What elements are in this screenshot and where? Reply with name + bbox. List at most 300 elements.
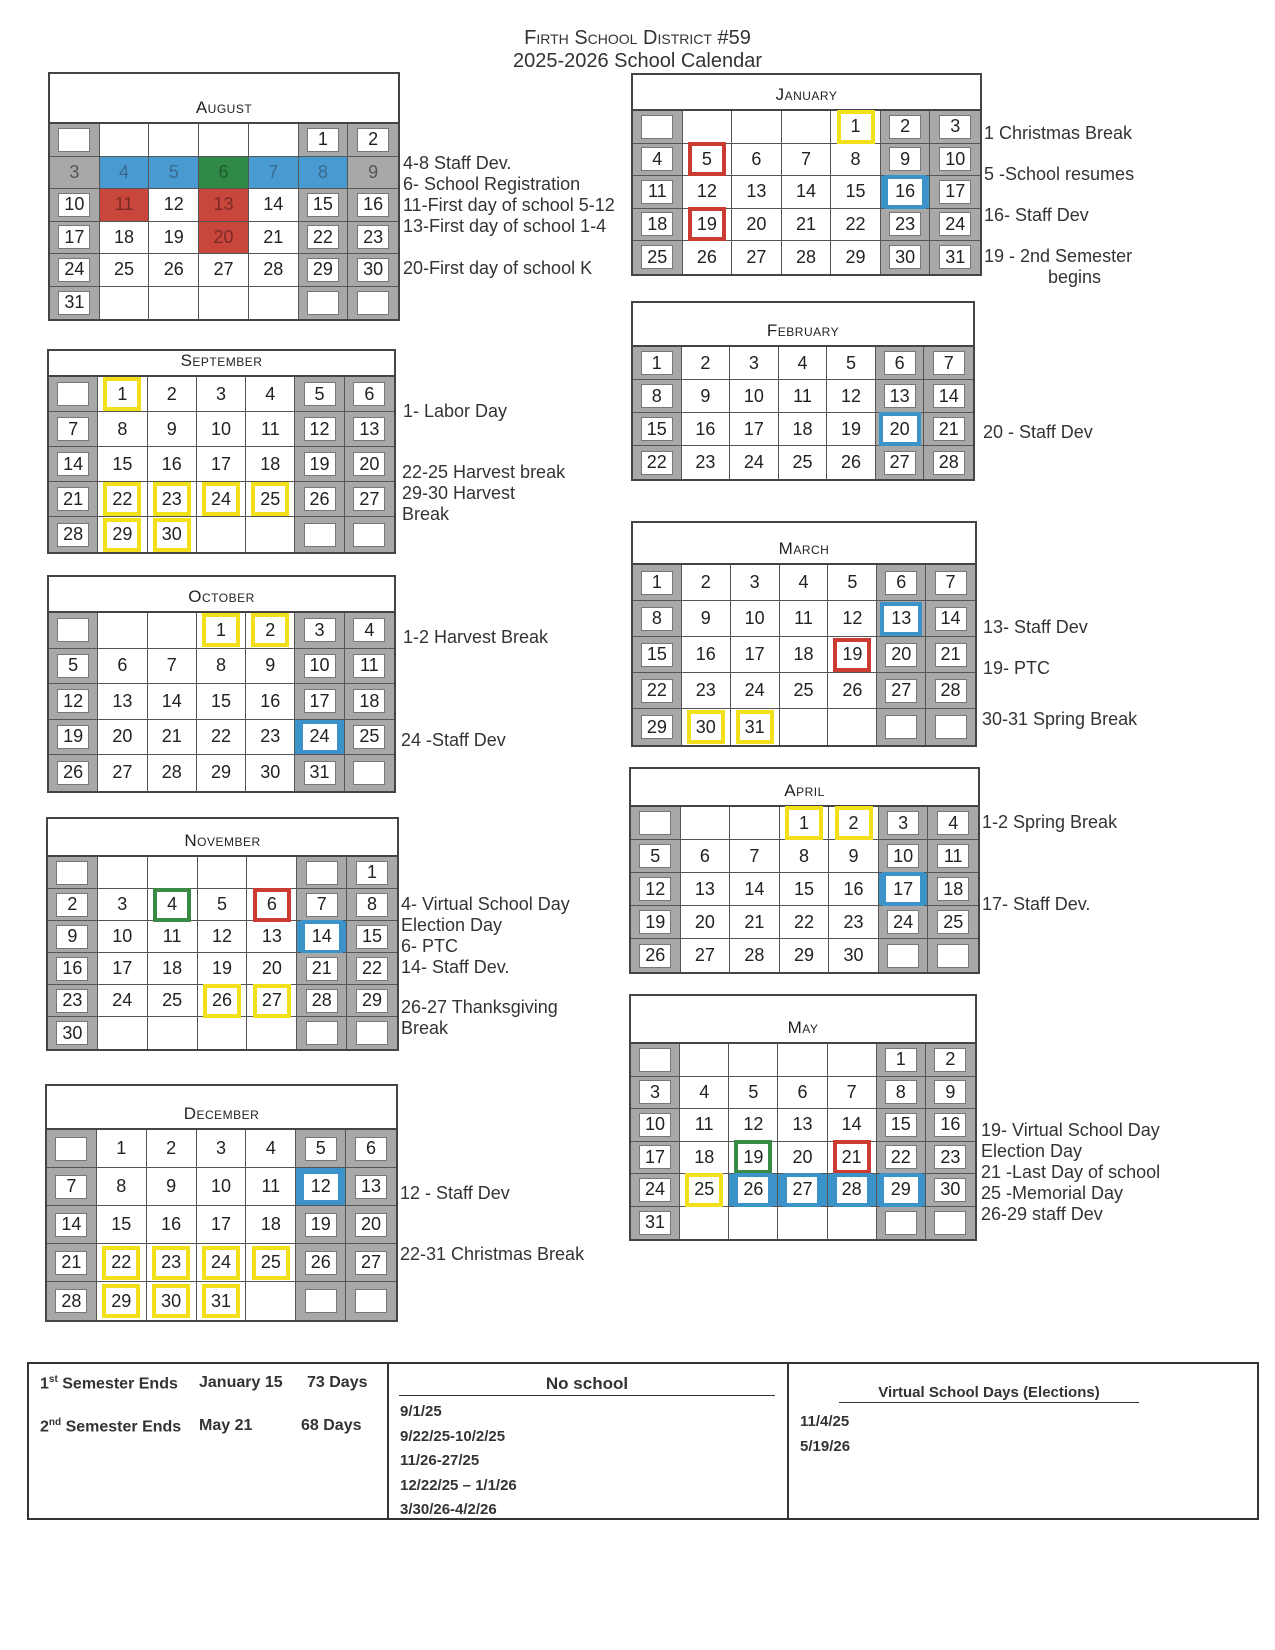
day-number: 18 — [792, 418, 813, 439]
day-number — [209, 862, 235, 884]
day-cell — [926, 1077, 975, 1110]
day-number: 7 — [933, 351, 965, 375]
day-number: 3 — [215, 1138, 226, 1158]
day-number — [57, 618, 89, 642]
day-cell — [731, 565, 780, 601]
day-cell — [198, 1017, 248, 1049]
day-number: 5 — [304, 382, 336, 406]
day-number: 23 — [357, 225, 389, 249]
day-cell — [48, 953, 98, 985]
day-number — [789, 1212, 815, 1234]
day-number: 29 — [102, 1284, 140, 1318]
day-cell — [197, 649, 246, 685]
day-number: 28 — [306, 989, 338, 1013]
day-number: 5 — [216, 894, 227, 914]
day-number: 26 — [305, 1251, 337, 1275]
day-cell — [631, 807, 681, 840]
day-cell — [295, 720, 344, 756]
day-number: 28 — [933, 451, 965, 475]
day-number — [159, 1022, 185, 1044]
day-cell — [682, 637, 731, 673]
day-number: 13 — [355, 1175, 387, 1199]
day-number: 9 — [368, 161, 379, 182]
month-grid — [631, 807, 978, 972]
day-cell — [631, 1207, 680, 1240]
day-cell — [926, 1109, 975, 1142]
day-number: 18 — [162, 958, 183, 978]
day-cell — [98, 1017, 148, 1049]
day-cell — [879, 873, 929, 906]
day-cell — [249, 124, 299, 157]
day-cell — [198, 889, 248, 921]
day-cell — [829, 840, 879, 873]
day-number: 9 — [166, 1176, 177, 1196]
day-number: 5 — [168, 161, 179, 182]
month-september — [47, 349, 396, 554]
day-number: 29 — [793, 945, 814, 965]
day-cell — [97, 1206, 147, 1244]
day-number — [55, 1137, 87, 1161]
day-number: 18 — [114, 226, 135, 247]
day-cell — [297, 953, 347, 985]
day-cell — [680, 1109, 729, 1142]
day-number: 16 — [884, 175, 926, 209]
semester-ends-section — [29, 1364, 387, 1518]
day-number: 28 — [161, 762, 182, 783]
list-item: 11/26-27/25 — [400, 1452, 480, 1469]
note-line: 25 -Memorial Day — [981, 1183, 1124, 1203]
day-number: 16 — [260, 690, 281, 711]
day-number: 23 — [260, 726, 281, 747]
day-number: 8 — [885, 1080, 917, 1104]
day-number: 9 — [700, 385, 711, 406]
day-number — [305, 1289, 337, 1313]
day-cell — [732, 209, 782, 242]
month-grid — [47, 1130, 396, 1320]
day-cell — [246, 377, 295, 412]
day-number: 28 — [263, 259, 284, 280]
day-cell — [682, 565, 731, 601]
day-cell — [98, 412, 147, 447]
day-cell — [148, 953, 198, 985]
day-number: 6 — [253, 888, 291, 922]
notes-february — [983, 422, 1093, 443]
day-cell — [47, 1206, 97, 1244]
note-line: 13- Staff Dev — [983, 617, 1088, 637]
day-cell — [729, 1174, 778, 1207]
day-number: 24 — [299, 720, 341, 754]
day-cell — [876, 446, 925, 479]
day-cell — [346, 1168, 396, 1206]
day-number: 12 — [304, 417, 336, 441]
virtual-title: Virtual School Days (Elections) — [839, 1384, 1139, 1403]
day-number: 3 — [69, 161, 80, 182]
day-cell — [49, 613, 98, 649]
virtual-days-section — [787, 1364, 1257, 1518]
day-cell — [348, 287, 398, 320]
day-cell — [876, 413, 925, 446]
notes-april-b — [982, 894, 1090, 915]
day-cell — [877, 1044, 926, 1077]
day-number: 26 — [57, 761, 89, 785]
day-number: 28 — [935, 679, 967, 703]
day-number: 11 — [937, 844, 969, 868]
day-number: 4 — [699, 1081, 710, 1102]
day-cell — [197, 447, 246, 482]
day-cell — [780, 807, 830, 840]
day-number: 19 — [688, 207, 726, 241]
day-cell — [778, 1044, 827, 1077]
day-number: 3 — [639, 1080, 671, 1104]
day-cell — [930, 209, 980, 242]
day-cell — [246, 1130, 296, 1168]
day-number: 19 — [211, 958, 232, 978]
day-number: 14 — [935, 607, 967, 631]
day-number — [161, 292, 187, 314]
day-cell — [48, 889, 98, 921]
day-number: 7 — [935, 571, 967, 595]
notes-october-harvest — [403, 627, 548, 648]
day-number: 15 — [885, 1113, 917, 1137]
day-cell — [297, 857, 347, 889]
day-number: 15 — [793, 878, 814, 899]
day-cell — [633, 413, 682, 446]
day-number: 5 — [688, 142, 726, 176]
day-cell — [149, 222, 199, 255]
day-number: 11 — [114, 194, 134, 215]
day-number: 14 — [161, 690, 182, 711]
notes-april-a — [982, 812, 1117, 833]
day-number: 6 — [353, 382, 385, 406]
notes-november-a — [401, 894, 570, 978]
month-august — [48, 72, 400, 321]
day-number: 31 — [639, 1211, 671, 1235]
day-cell — [631, 840, 681, 873]
day-number: 26 — [842, 680, 863, 700]
day-number: 20 — [746, 213, 767, 234]
notes-may — [981, 1120, 1160, 1225]
note-line: 19- PTC — [983, 658, 1051, 678]
day-cell — [299, 222, 349, 255]
day-number: 10 — [939, 147, 971, 171]
day-cell — [346, 1130, 396, 1168]
day-cell — [296, 1130, 346, 1168]
day-cell — [633, 637, 682, 673]
day-cell — [828, 637, 877, 673]
day-number — [839, 1212, 865, 1234]
day-number: 5 — [846, 352, 857, 373]
day-cell — [631, 1174, 680, 1207]
day-number: 14 — [841, 1114, 862, 1135]
day-cell — [50, 222, 100, 255]
day-number: 24 — [58, 258, 90, 282]
day-number: 29 — [845, 246, 866, 267]
day-number — [887, 944, 919, 968]
day-number: 10 — [112, 926, 133, 946]
day-cell — [729, 1142, 778, 1175]
day-number: 31 — [736, 710, 774, 744]
day-number: 1 — [837, 110, 875, 144]
day-cell — [98, 684, 147, 720]
day-cell — [682, 347, 731, 380]
day-cell — [98, 953, 148, 985]
day-number: 22 — [641, 679, 673, 703]
day-number: 15 — [111, 1214, 132, 1234]
day-cell — [147, 1168, 197, 1206]
day-number — [741, 812, 767, 834]
month-grid — [633, 347, 973, 479]
day-cell — [148, 377, 197, 412]
month-grid — [50, 124, 398, 319]
day-number: 18 — [353, 689, 385, 713]
list-item: 3/30/26-4/2/26 — [400, 1501, 497, 1518]
day-cell — [49, 517, 98, 552]
day-cell — [778, 1077, 827, 1110]
day-cell — [345, 684, 394, 720]
day-number: 30 — [843, 945, 864, 965]
day-cell — [879, 906, 929, 939]
day-cell — [926, 709, 975, 745]
note-line: begins — [1048, 267, 1102, 287]
day-cell — [295, 447, 344, 482]
day-cell — [877, 637, 926, 673]
day-number: 11 — [353, 654, 385, 678]
day-number: 4 — [937, 811, 969, 835]
day-cell — [881, 241, 931, 274]
day-number: 3 — [748, 352, 759, 373]
day-cell — [633, 241, 683, 274]
day-cell — [928, 807, 978, 840]
day-number: 13 — [213, 194, 234, 215]
district-name: Firth School District #59 — [524, 27, 751, 49]
day-cell — [682, 446, 731, 479]
day-cell — [881, 176, 931, 209]
day-number: 21 — [744, 911, 765, 932]
day-number: 12 — [696, 181, 717, 202]
day-number: 12 — [57, 689, 89, 713]
day-cell — [780, 709, 829, 745]
day-number — [111, 292, 137, 314]
notes-october-staff — [401, 730, 506, 751]
day-cell — [926, 565, 975, 601]
day-number — [109, 862, 135, 884]
day-number: 20 — [112, 726, 133, 747]
day-number: 26 — [163, 259, 184, 280]
day-cell — [297, 985, 347, 1017]
sem2-label: 2nd Semester Ends — [40, 1417, 182, 1436]
day-number — [161, 129, 187, 151]
day-number: 21 — [161, 726, 182, 747]
day-number — [159, 619, 185, 641]
day-number — [839, 1049, 865, 1071]
day-cell — [148, 720, 197, 756]
day-number: 6 — [797, 1081, 808, 1102]
day-number: 12 — [743, 1114, 764, 1135]
day-cell — [50, 124, 100, 157]
day-number — [740, 1049, 766, 1071]
day-cell — [148, 857, 198, 889]
day-cell — [295, 649, 344, 685]
day-cell — [877, 565, 926, 601]
day-cell — [49, 720, 98, 756]
day-cell — [297, 921, 347, 953]
day-cell — [926, 1044, 975, 1077]
day-number — [641, 115, 673, 139]
notes-january — [984, 113, 1134, 298]
day-cell — [633, 144, 683, 177]
calendar-title: 2025-2026 School Calendar — [512, 50, 763, 72]
day-number: 1 — [885, 1048, 917, 1072]
day-cell — [100, 124, 150, 157]
day-cell — [732, 144, 782, 177]
day-number — [56, 861, 88, 885]
day-number: 10 — [304, 654, 336, 678]
day-cell — [246, 1282, 296, 1320]
sem1-days: 73 Days — [307, 1374, 368, 1391]
day-number: 4 — [153, 888, 191, 922]
day-cell — [347, 889, 397, 921]
day-cell — [197, 1168, 247, 1206]
day-number: 9 — [848, 845, 859, 866]
day-cell — [782, 144, 832, 177]
day-number: 22 — [102, 1246, 140, 1280]
day-number: 8 — [798, 845, 809, 866]
note-line: 1- Labor Day — [403, 401, 508, 421]
day-cell — [246, 649, 295, 685]
day-cell — [295, 684, 344, 720]
day-number: 4 — [265, 383, 276, 404]
day-number: 15 — [112, 453, 133, 474]
day-cell — [247, 1017, 297, 1049]
month-name: May — [631, 996, 975, 1044]
day-number: 20 — [885, 643, 917, 667]
day-number: 1 — [641, 351, 673, 375]
day-cell — [876, 380, 925, 413]
day-number: 7 — [306, 893, 338, 917]
day-number: 1 — [356, 861, 388, 885]
day-cell — [147, 1244, 197, 1282]
day-cell — [346, 1244, 396, 1282]
day-cell — [829, 939, 879, 972]
day-cell — [199, 287, 249, 320]
day-number: 9 — [56, 925, 88, 949]
day-number: 1 — [202, 613, 240, 647]
day-cell — [828, 1174, 877, 1207]
day-cell — [345, 412, 394, 447]
day-cell — [877, 1077, 926, 1110]
day-number — [111, 129, 137, 151]
day-cell — [683, 241, 733, 274]
day-number: 19 — [639, 910, 671, 934]
day-cell — [730, 446, 779, 479]
note-line: 29-30 Harvest — [402, 483, 516, 503]
day-cell — [930, 176, 980, 209]
day-cell — [631, 1077, 680, 1110]
day-number: 24 — [743, 452, 764, 472]
day-cell — [782, 111, 832, 144]
day-cell — [631, 1109, 680, 1142]
day-cell — [828, 1207, 877, 1240]
summary-box — [27, 1362, 1259, 1520]
day-number: 17 — [112, 958, 133, 978]
note-line: 21 -Last Day of school — [981, 1162, 1161, 1182]
day-cell — [247, 921, 297, 953]
day-cell — [199, 189, 249, 222]
day-cell — [149, 254, 199, 287]
day-cell — [49, 649, 98, 685]
day-cell — [198, 921, 248, 953]
day-cell — [631, 1044, 680, 1077]
day-number: 11 — [162, 926, 182, 946]
day-cell — [148, 889, 198, 921]
day-number: 23 — [695, 680, 716, 700]
day-number — [639, 1048, 671, 1072]
day-cell — [730, 380, 779, 413]
day-cell — [680, 1044, 729, 1077]
day-cell — [296, 1168, 346, 1206]
day-cell — [98, 613, 147, 649]
day-cell — [926, 673, 975, 709]
day-cell — [98, 447, 147, 482]
day-cell — [98, 755, 147, 791]
day-cell — [100, 189, 150, 222]
day-cell — [149, 189, 199, 222]
day-cell — [246, 517, 295, 552]
day-number: 25 — [252, 1246, 290, 1280]
day-number: 3 — [887, 811, 919, 835]
day-cell — [682, 380, 731, 413]
list-item: 12/22/25 – 1/1/26 — [400, 1476, 517, 1494]
day-number: 25 — [793, 680, 814, 700]
day-number: 16 — [357, 193, 389, 217]
notes-november-b — [401, 997, 558, 1039]
list-item: 5/19/26 — [800, 1437, 851, 1455]
day-cell — [148, 613, 197, 649]
day-cell — [197, 1130, 247, 1168]
day-cell — [199, 124, 249, 157]
day-number: 3 — [304, 618, 336, 642]
day-number: 21 — [55, 1251, 87, 1275]
day-cell — [930, 241, 980, 274]
note-line: 20-First day of school K — [403, 258, 593, 278]
day-number: 14 — [744, 878, 765, 899]
day-cell — [779, 380, 828, 413]
day-cell — [683, 209, 733, 242]
day-cell — [681, 840, 731, 873]
note-line: 5 -School resumes — [984, 164, 1135, 184]
day-cell — [877, 601, 926, 637]
day-number: 27 — [746, 246, 767, 267]
note-line: 30-31 Spring Break — [982, 709, 1138, 729]
day-cell — [98, 985, 148, 1017]
day-number: 9 — [265, 655, 276, 676]
day-number: 24 — [202, 482, 240, 516]
day-number: 17 — [939, 180, 971, 204]
day-number: 13 — [746, 181, 767, 202]
day-number: 10 — [58, 193, 90, 217]
day-cell — [681, 939, 731, 972]
day-cell — [731, 601, 780, 637]
day-number — [109, 1022, 135, 1044]
day-cell — [148, 684, 197, 720]
day-number — [934, 1211, 966, 1235]
day-number: 3 — [749, 572, 760, 592]
day-number: 17 — [639, 1145, 671, 1169]
day-cell — [633, 176, 683, 209]
day-number: 22 — [641, 451, 673, 475]
day-cell — [730, 873, 780, 906]
day-cell — [877, 709, 926, 745]
